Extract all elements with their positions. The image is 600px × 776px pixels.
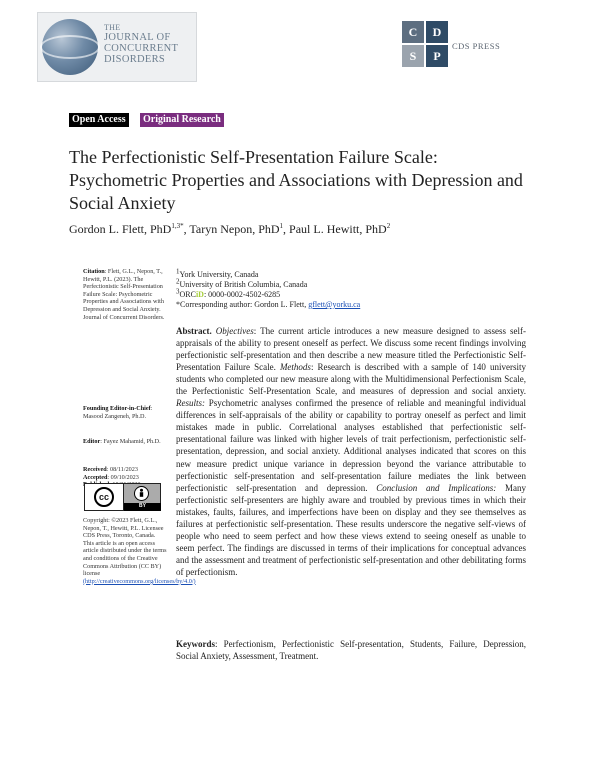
affiliation-2: $^2$University of British Columbia, Canada [176, 277, 308, 289]
journal-name: THE JOURNAL OF CONCURRENT DISORDERS [104, 23, 179, 65]
author-name: Paul L. Hewitt, PhD [289, 222, 387, 236]
logo-letter-d: D [426, 21, 448, 43]
author-name: Gordon L. Flett, PhD [69, 222, 172, 236]
orcid-icon: iD [195, 290, 204, 299]
author-list: Gordon L. Flett, PhD$^{1,3*}$, Taryn Nepon, PhD$^1$, Paul L. Hewitt, PhD$^2$ [69, 222, 391, 236]
citation-block: Citation: Flett, G.L., Nepon, T., Hewitt, P.L. (2023). The Perfectionistic Self-Presentation Failure Scale: Psychometric Properties and Associations with Depression and Social Anxiety. Journal of Concurrent Disorders. [83, 268, 165, 321]
copyright-notice: Copyright: ©2023 Flett, G.L., Nepon, T., Hewitt, P.L. Licensee CDS Press, Toronto, Canada. This article is an open access article distributed under the terms and conditions of the Creative Commons Attribution (CC BY) license (http://creativecommons.org/licenses/by/4.0/) [83, 517, 196, 585]
orcid: $^3$ORCiD: 0000-0002-4502-6285 [176, 287, 281, 299]
logo-letter-p: P [426, 45, 448, 67]
by-label: BY [124, 503, 161, 511]
cc-icon: cc [94, 487, 114, 507]
corresponding-author: *Corresponding author: Gordon L. Flett, gflett@yorku.ca [176, 300, 361, 309]
accepted-date: Accepted: 09/10/2023 [83, 473, 139, 481]
affiliations [176, 267, 526, 310]
received-date: Received: 08/11/2023 [83, 466, 138, 473]
cc-by-license-icon [84, 483, 161, 511]
logo-letter-s: S [402, 45, 424, 67]
abstract: Abstract. Objectives: The current article introduces a new measure designed to assess self-appraisals of the ability to present oneself as perfect. We discuss some recent findings involving perfectionistic self-presentation and then describe a new measure titled the Perfectionistic Self-Presentation Failure Scale. Methods: Research is described with a sample of 140 university students who completed our new measure along with the Multidimensional Perfectionism Scale, the Perfectionistic Self-Presentation Scale, and measures of depression and social anxiety. Results: Psychometric analyses confirmed the presence of reliable and meaningful individual differences in self-appraisals of the ability or capability to portray oneself as perfect and limit mistakes made in public. Correlational analyses established that perfectionistic self-presentational failure was linked with higher levels of trait perfectionism, perfectionistic self-presentation, depression, and social anxiety. Additional analyses indicated that scores on this new measure predict unique variance in depression beyond the variance attributable to perfectionistic self-presentation and self-presentation failure mediates the link between perfectionistic self-presentation and depression. Conclusion and Implications: Many perfectionistic self-presenters are highly aware and troubled by previous times in which their mistakes, faults, failures, and imperfections have been on display and they see themselves as failures at perfectionistic self-presentation. These results underscore the negative self-views of people who need to seem perfect and how these views extend to seeing oneself as unable to seem perfect. The findings are discussed in terms of their implications for conceptual advances and the assessment and treatment of perfectionistic self-presentation and other debilitating forms of perfectionism. [176, 326, 526, 577]
journal-logo [37, 12, 197, 82]
publisher-logo [402, 21, 448, 67]
keywords: Keywords: Perfectionism, Perfectionistic Self-presentation, Students, Failure, Depression, Social Anxiety, Assessment, Treatment. [176, 639, 526, 662]
open-access-badge: Open Access [69, 113, 129, 127]
affiliation-1: $^1$York University, Canada [176, 267, 259, 279]
email-link[interactable]: gflett@yorku.ca [308, 300, 361, 309]
article-type-badge: Original Research [140, 113, 224, 127]
person-icon [134, 486, 149, 501]
article-title: The Perfectionistic Self-Presentation Failure Scale: Psychometric Properties and Associations with Depression and Social Anxiety [69, 147, 523, 213]
author-name: Taryn Nepon, PhD [189, 222, 280, 236]
license-link[interactable]: (http://creativecommons.org/licenses/by/4.0/) [83, 577, 196, 585]
publisher-name: CDS PRESS [452, 41, 501, 51]
founding-editor: Founding Editor-in-Chief: Masood Zangeneh, Ph.D. [83, 405, 153, 420]
editor: Editor: Fayez Mahamid, Ph.D. [83, 438, 161, 445]
globe-ring-icon [40, 35, 100, 59]
logo-letter-c: C [402, 21, 424, 43]
